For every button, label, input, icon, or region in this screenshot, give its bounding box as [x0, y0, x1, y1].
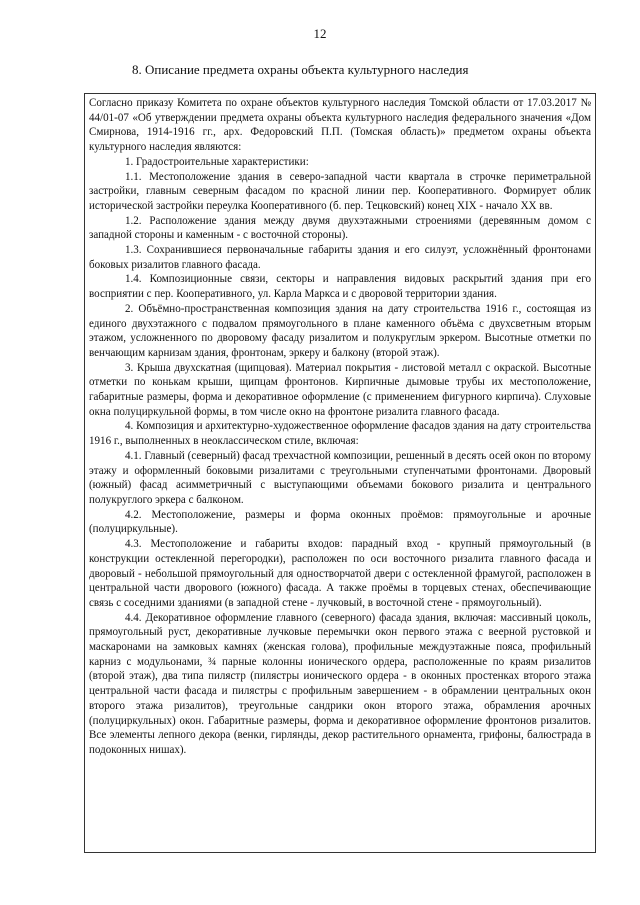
- intro-paragraph: Согласно приказу Комитета по охране объектов культурного наследия Томской области от 17.03.2017 № 44/01-07 «Об утверждении предмета охраны объекта культурного наследия федерального значения «Дом Смирнова, 1914-1916 гг., арх. Федоровский П.П. (Томская область)» предметом охраны объекта культурного наследия являются:: [89, 97, 591, 154]
- item-4-facades: 4. Композиция и архитектурно-художественное оформление фасадов здания на дату строительства 1916 г., выполненных в неоклассическом стиле, включая:: [89, 420, 591, 448]
- item-1-3-dimensions: 1.3. Сохранившиеся первоначальные габариты здания и его силуэт, усложнённый фронтонами боковых ризалитов главного фасада.: [89, 244, 591, 271]
- page-number: 12: [313, 26, 327, 41]
- item-4-1-main-facade: 4.1. Главный (северный) фасад трехчастной композиции, решенный в десять осей окон по второму этажу и оформленный боковыми ризалитами с треугольными ступенчатыми фронтонами. Дворовый (южный) фасад асимметричный с выступающими объемами бокового ризалита и центрального полукруглого эркера с балконом.: [89, 449, 591, 506]
- section-heading: 8. Описание предмета охраны объекта культурного наследия: [132, 62, 469, 77]
- item-1-1-location: 1.1. Местоположение здания в северо-западной части квартала в строчке периметральной застройки, главным северным фасадом по красной линии пер. Кооперативного. Формирует облик исторической застройки переулка Кооперативного (б. пер. Тецковский) конец XIX - начало XX вв.: [89, 170, 591, 212]
- item-1-2-placement: 1.2. Расположение здания между двумя двухэтажными строениями (деревянным домом с западной стороны и каменным - с восточной стороны).: [89, 214, 591, 242]
- item-4-4-decoration: 4.4. Декоративное оформление главного (северного) фасада здания, включая: массивный цоколь, прямоугольный руст, декоративные лучковые перемычки окон первого этажа с веерной рустовкой и маскаронами на замковых камнях (женская голова), профильные междуэтажные пояса, профильный карниз с модульонами, ¾ парные колонны ионического ордера, расположенные по краям ризалитов (второй этаж), два типа пилястр (пилястры ионического ордера - в оконных простенках второго этажа центральной части фасада и пилястры с профильным завершением - в обрамлении центральных окон второго этажа ризалитов), треугольные сандрики окон второго этажа, обрамления арочных (полуциркульных) окон. Габаритные размеры, форма и декоративное оформление фронтонов ризалитов. Все элементы лепного декора (венки, гирлянды, декор растительного орнамента, грифоны, балюстрада в подоконных нишах).: [89, 611, 591, 756]
- item-2-spatial-composition: 2. Объёмно-пространственная композиция здания на дату строительства 1916 г., состоящая из единого двухэтажного с подвалом прямоугольного в плане каменного объёма с двухсветным вторым этажом, усложненного по дворовому фасаду ризалитом и полукруглым эркером. Высотные отметки по венчающим карнизам здания, фронтонам, эркеру и балкону (второй этаж).: [89, 302, 591, 359]
- protection-subject-box: [84, 93, 596, 853]
- item-1-urban-planning: 1. Градостроительные характеристики:: [125, 155, 309, 168]
- item-1-4-view-connections: 1.4. Композиционные связи, секторы и направления видовых раскрытий здания при его восприятии с пер. Кооперативного, ул. Карла Маркса и с дворовой территории здания.: [89, 273, 591, 301]
- item-3-roof: 3. Крыша двухскатная (щипцовая). Материал покрытия - листовой металл с окраской. Высотные отметки по конькам крыши, щипцам фронтонов. Кирпичные дымовые трубы их местоположение, габаритные размеры, форма и декоративное оформление (с применением фигурного кирпича). Слуховые окна полуциркульной формы, в том числе окно на фронтоне ризалита главного фасада.: [89, 361, 591, 418]
- item-4-2-window-openings: 4.2. Местоположение, размеры и форма оконных проёмов: прямоугольные и арочные (полуциркульные).: [89, 508, 591, 536]
- item-4-3-entrances: 4.3. Местоположение и габариты входов: парадный вход - крупный прямоугольный (в конструкции остекленной перегородки), расположен по оси восточного ризалита главного фасада и дворовый - небольшой прямоугольный для одностворчатой двери с остекленной фрамугой, расположен в центральной части дворового (южного) фасада. А также проёмы в торцевых стенах, обеспечивающие связь с соседними зданиями (в западной стене - лучковый, в восточной стене - прямоугольный).: [89, 538, 591, 609]
